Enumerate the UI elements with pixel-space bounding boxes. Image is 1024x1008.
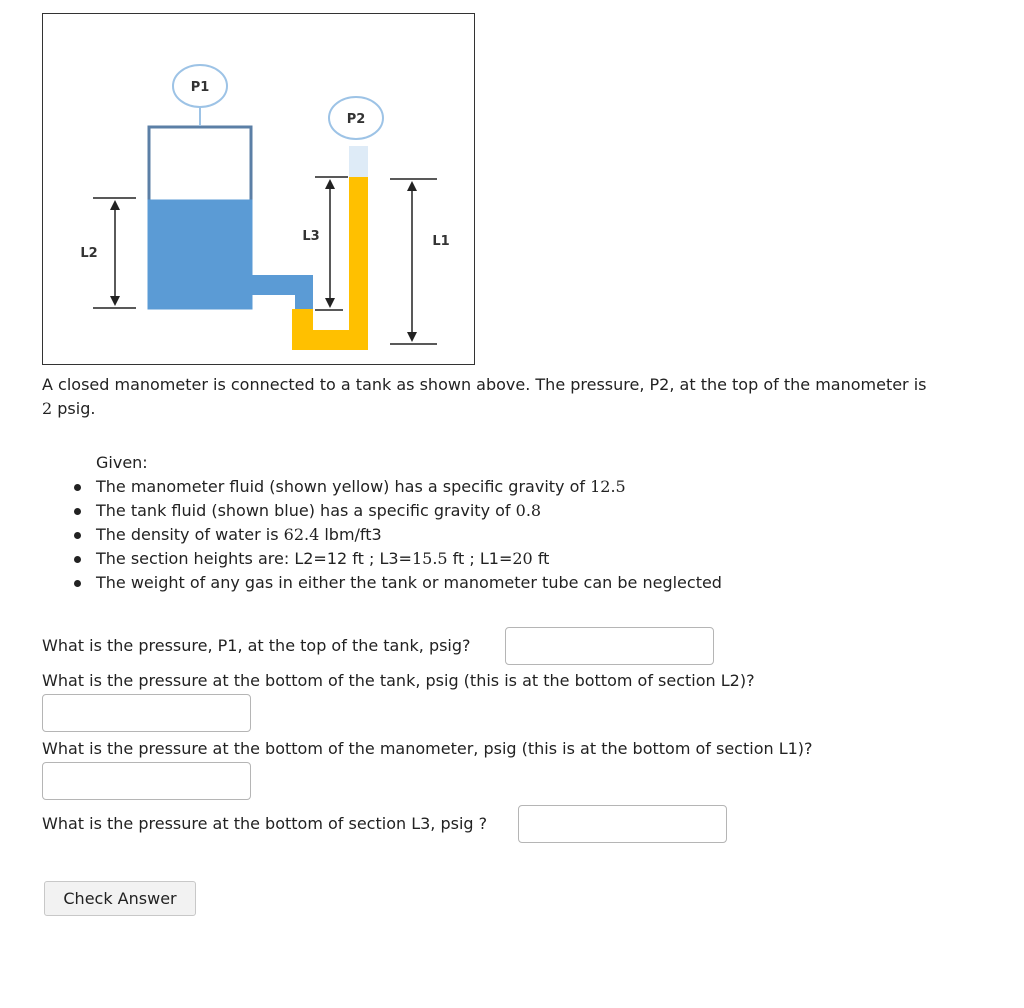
given-item (72, 475, 972, 499)
given-item-text: The weight of any gas in either the tank or manometer tube can be neglected (96, 573, 722, 592)
given-item-text: The tank fluid (shown blue) has a specific gravity of (96, 501, 516, 520)
given-item-suffix: lbm/ft3 (319, 525, 382, 544)
given-item-value: 20 (512, 549, 533, 568)
question-3: What is the pressure at the bottom of the manometer, psig (this is at the bottom of section L1)? (42, 739, 813, 758)
problem-statement (42, 373, 992, 421)
problem-line-2 (42, 397, 992, 421)
p1-label: P1 (190, 80, 210, 95)
given-item-suffix: ft ; L1= (447, 549, 513, 568)
question-1: What is the pressure, P1, at the top of the tank, psig? (42, 636, 471, 655)
given-item-suffix: ft (532, 549, 550, 568)
p2-value: 2 (42, 399, 53, 418)
l1-label: L1 (432, 234, 450, 249)
answer-tank-bottom-input[interactable] (42, 694, 251, 732)
manometer-svg (43, 14, 474, 364)
given-item-value: 15.5 (411, 549, 448, 568)
given-item (72, 499, 972, 523)
given-item (72, 523, 972, 547)
problem-line-1: A closed manometer is connected to a tank as shown above. The pressure, P2, at the top of the manometer is (42, 375, 927, 394)
given-item-value: 62.4 (283, 525, 320, 544)
p2-label: P2 (346, 112, 366, 127)
tank-empty-space (149, 127, 251, 201)
given-item (72, 547, 972, 571)
l3-dimension (315, 177, 348, 310)
p2-unit: psig. (52, 399, 96, 418)
answer-p1-input[interactable] (505, 627, 714, 665)
given-title: Given: (96, 453, 148, 472)
answer-manometer-bottom-input[interactable] (42, 762, 251, 800)
given-item-text: The section heights are: L2=12 ft ; L3= (96, 549, 412, 568)
l3-label: L3 (302, 229, 320, 244)
answer-l3-bottom-input[interactable] (518, 805, 727, 843)
question-2: What is the pressure at the bottom of the tank, psig (this is at the bottom of section L2)? (42, 671, 755, 690)
given-item-text: The density of water is (96, 525, 284, 544)
manometer-left-leg-top (295, 275, 313, 309)
connecting-pipe (250, 275, 295, 295)
manometer-diagram (42, 13, 475, 365)
given-item-value: 12.5 (590, 477, 626, 496)
tank-fluid (149, 201, 251, 308)
question-4: What is the pressure at the bottom of section L3, psig ? (42, 814, 488, 833)
given-item (72, 571, 972, 595)
given-item-value: 0.8 (515, 501, 542, 520)
l2-label: L2 (80, 246, 98, 261)
l2-dimension (93, 198, 136, 308)
given-section (72, 451, 972, 595)
check-answer-button[interactable]: Check Answer (44, 881, 196, 916)
l1-dimension (390, 179, 437, 344)
given-item-text: The manometer fluid (shown yellow) has a specific gravity of (96, 477, 591, 496)
